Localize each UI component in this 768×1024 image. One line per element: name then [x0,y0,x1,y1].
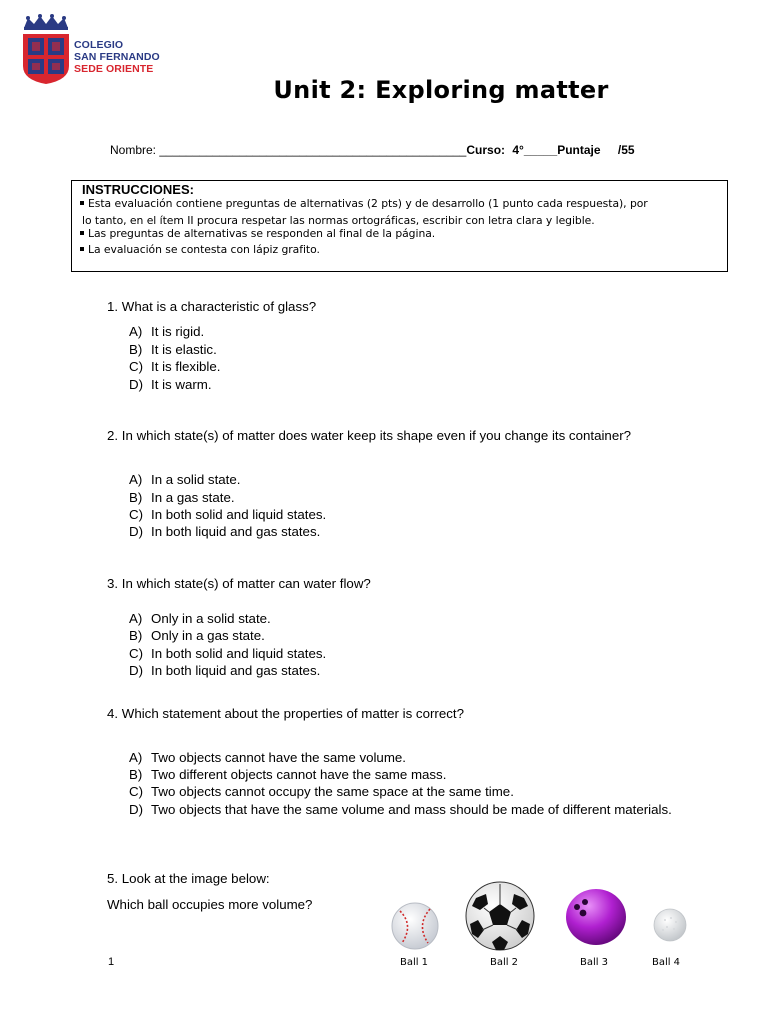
question-1-option-d[interactable]: D) It is warm. [129,377,212,392]
name-label: Nombre: [110,143,157,157]
question-3: 3. In which state(s) of matter can water flow? [107,576,371,591]
question-1-option-b[interactable]: B) It is elastic. [129,342,217,357]
school-name-line1: COLEGIO [74,39,124,51]
question-5-prompt: Which ball occupies more volume? [107,897,313,912]
question-5: 5. Look at the image below: [107,871,270,886]
question-2-option-a[interactable]: A) In a solid state. [129,472,241,487]
question-2-option-d[interactable]: D) In both liquid and gas states. [129,524,321,539]
name-field[interactable]: ______________________________________________ [159,143,467,157]
instruction-line: lo tanto, en el ítem II procura respetar las normas ortográficas, escribir con letra clara y legible. [82,214,595,227]
instruction-line: La evaluación se contesta con lápiz grafito. [78,243,320,256]
soccer-ball-icon [464,880,536,952]
course-field[interactable]: 4°_____ [512,143,558,157]
bullet-icon [80,201,84,205]
school-name-line2: SAN FERNANDO [74,51,160,63]
ball-3-label: Ball 3 [579,957,609,968]
bullet-icon [80,231,84,235]
school-name-line3: SEDE ORIENTE [74,63,154,75]
question-4-option-c[interactable]: C) Two objects cannot occupy the same space at the same time. [129,784,514,799]
course-label: Curso: [466,143,506,157]
question-2-option-c[interactable]: C) In both solid and liquid states. [129,507,327,522]
question-1-option-c[interactable]: C) It is flexible. [129,359,221,374]
score-total: /55 [617,143,635,157]
question-2: 2. In which state(s) of matter does water keep its shape even if you change its container? [107,428,632,443]
question-4-option-b[interactable]: B) Two different objects cannot have the same mass. [129,767,447,782]
question-4: 4. Which statement about the properties of matter is correct? [107,706,464,721]
baseball-icon [390,901,440,951]
page-title: Unit 2: Exploring matter [273,76,609,104]
question-4-option-d[interactable]: D) Two objects that have the same volume and mass should be made of different materials. [129,802,672,817]
instruction-line: Esta evaluación contiene preguntas de alternativas (2 pts) y de desarrollo (1 punto cada respuesta), por [78,197,648,210]
golf-ball-icon [653,908,687,942]
ball-4-label: Ball 4 [651,957,681,968]
instruction-line: Las preguntas de alternativas se responden al final de la página. [78,227,435,240]
score-label: Puntaje [557,143,601,157]
question-1-option-a[interactable]: A) It is rigid. [129,324,205,339]
question-4-option-a[interactable]: A) Two objects cannot have the same volume. [129,750,406,765]
ball-1-label: Ball 1 [399,957,429,968]
question-3-option-c[interactable]: C) In both solid and liquid states. [129,646,327,661]
page-number: 1 [108,956,115,968]
question-3-option-a[interactable]: A) Only in a solid state. [129,611,271,626]
instructions-box [71,180,728,272]
question-1: 1. What is a characteristic of glass? [107,299,317,314]
bullet-icon [80,247,84,251]
bowling-ball-icon [564,887,628,947]
ball-2-label: Ball 2 [489,957,519,968]
instructions-heading: INSTRUCCIONES: [82,182,194,197]
student-info-line [110,143,635,157]
question-3-option-d[interactable]: D) In both liquid and gas states. [129,663,321,678]
question-2-option-b[interactable]: B) In a gas state. [129,490,235,505]
question-3-option-b[interactable]: B) Only in a gas state. [129,628,265,643]
